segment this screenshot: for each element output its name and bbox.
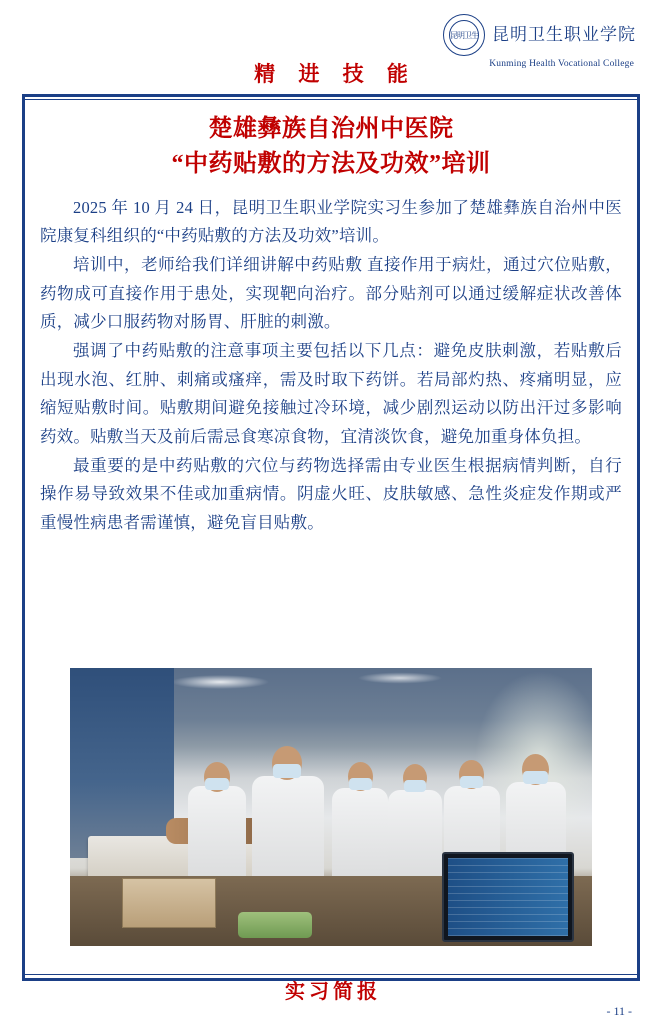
banner-title: 精 进 技 能 <box>254 62 417 86</box>
photo-person-coat <box>188 786 246 890</box>
school-name-cn: 昆明卫生职业学院 <box>492 24 636 44</box>
training-photo-image <box>70 668 592 946</box>
school-name-en: Kunming Health Vocational College <box>489 59 634 69</box>
logo-row <box>416 14 636 56</box>
photo-supply-box <box>122 878 216 928</box>
page-title-line-2: “中药贴敷的方法及功效”培训 <box>171 150 491 177</box>
photo-face-mask <box>523 771 548 784</box>
photo-face-mask <box>349 778 372 790</box>
photo-monitor-screen <box>442 852 574 942</box>
photo-face-mask <box>205 778 229 790</box>
header-rule-thin <box>22 99 640 100</box>
page-title-line-1: 楚雄彝族自治州中医院 <box>208 116 454 142</box>
photo-green-pillow <box>238 912 312 938</box>
photo-face-mask <box>273 764 301 778</box>
training-photo <box>70 668 592 946</box>
page-number: - 11 - <box>606 1004 632 1018</box>
article-paragraph: 强调了中药贴敷的注意事项主要包括以下几点：避免皮肤刺激，若贴敷后出现水泡、红肿、刺痛或瘙痒，需及时取下药饼。若局部灼热、疼痛明显，应缩短贴敷时间。贴敷期间避免接触过冷环境，减少剧烈运动以防出汗过多影响药效。贴敷当天及前后需忌食寒凉食物，宜清淡饮食，避免加重身体负担。 <box>40 341 622 446</box>
article-body <box>40 194 622 538</box>
photo-person-coat <box>388 790 442 890</box>
header-rule-thick <box>22 94 640 97</box>
article-paragraph: 2025 年 10 月 24 日，昆明卫生职业学院实习生参加了楚雄彝族自治州中医院康复科组织的“中药贴敷的方法及功效”培训。 <box>40 197 622 245</box>
page-header <box>0 0 662 100</box>
photo-curtain <box>70 668 174 858</box>
page-title <box>40 112 622 182</box>
photo-face-mask <box>460 776 483 788</box>
school-seal-inner-text: 昆明卫生 <box>449 20 479 50</box>
left-border-bar <box>22 94 25 978</box>
photo-face-mask <box>404 780 426 792</box>
article-paragraph: 培训中，老师给我们详细讲解中药贴敷 直接作用于病灶，通过穴位贴敷，药物成可直接作用于患处，实现靶向治疗。部分贴剂可以通过缓解症状改善体质，减少口服药物对肠胃、肝脏的刺激。 <box>40 255 622 332</box>
school-seal-icon <box>443 14 485 56</box>
article <box>40 112 622 538</box>
article-paragraph: 最重要的是中药贴敷的穴位与药物选择需由专业医生根据病情判断，自行操作易导致效果不佳或加重病情。阴虚火旺、皮肤敏感、急性炎症发作期或严重慢性病患者需谨慎，避免盲目贴敷。 <box>40 455 622 532</box>
right-border-bar <box>637 94 640 978</box>
footer-title: 实习简报 <box>285 981 381 1003</box>
